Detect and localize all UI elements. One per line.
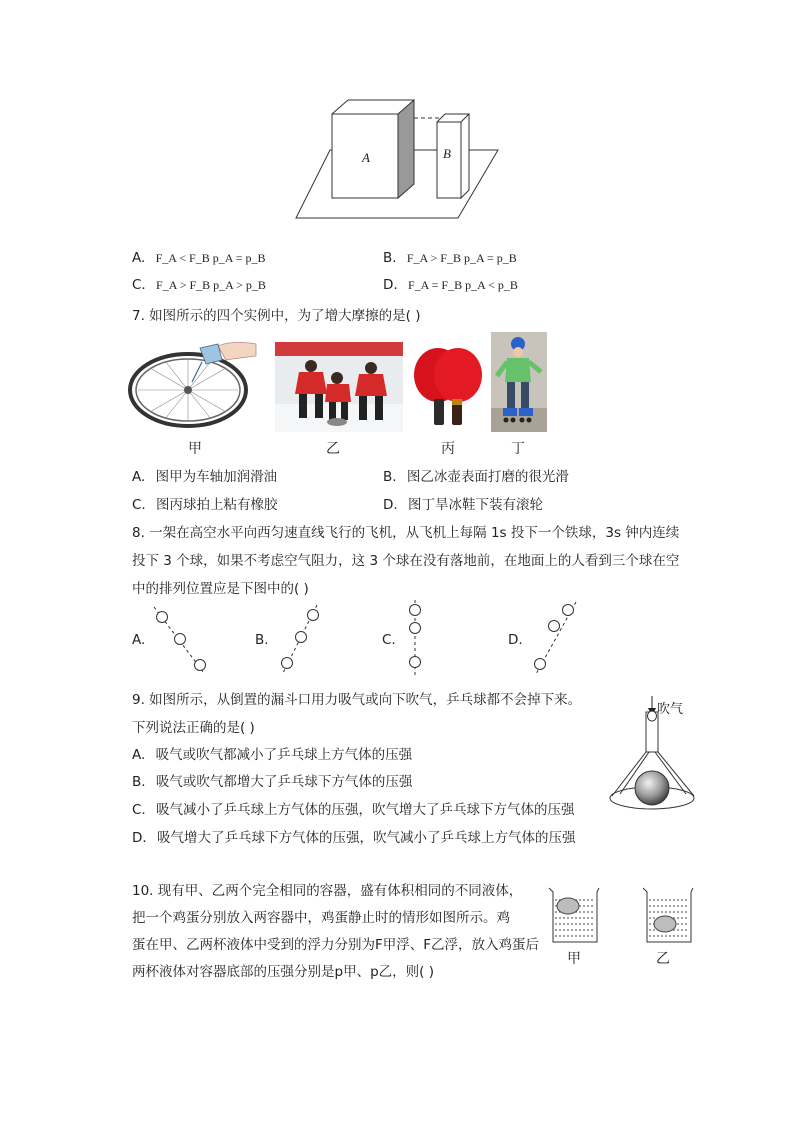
q9-option-d-text: 吸气增大了乒乓球下方气体的压强，吹气减小了乒乓球上方气体的压强 [156, 830, 576, 846]
q7-caption-bing: 丙 [441, 441, 455, 457]
q6-block-b-label: B [443, 146, 451, 161]
q8-option-b-label[interactable]: B. [255, 632, 269, 648]
q6-block-a-label: A [362, 150, 370, 165]
q9-blow-label: 吹气 [657, 702, 684, 717]
q9-stem-line-2: 下列说法正确的是( ) [132, 720, 255, 736]
q6-figure [290, 98, 510, 223]
q8-stem-line-1: 8. 一架在高空水平向西匀速直线飞行的飞机，从飞机上每隔 1s 投下一个铁球，3s 钟内连续 [132, 525, 680, 541]
q9-option-c[interactable]: C. 吸气减小了乒乓球上方气体的压强，吹气增大了乒乓球下方气体的压强 [132, 802, 575, 818]
q8-stem-line-2: 投下 3 个球，如果不考虑空气阻力，这 3 个球在没有落地前，在地面上的人看到三个球在空 [132, 553, 680, 569]
q7-image-paddles [412, 345, 484, 429]
q8-option-d-label[interactable]: D. [508, 632, 523, 648]
q9-option-c-text: 吸气减小了乒乓球上方气体的压强，吹气增大了乒乓球下方气体的压强 [156, 802, 575, 818]
q7-image-skater [491, 332, 547, 432]
q7-option-c-text: 图丙球拍上粘有橡胶 [156, 497, 278, 513]
q6-option-c-text: F_A > F_B p_A > p_B [156, 278, 266, 292]
q7-caption-ding: 丁 [511, 441, 525, 457]
q8-option-c-figure[interactable] [400, 600, 430, 678]
q10-stem-line-2: 把一个鸡蛋分别放入两容器中，鸡蛋静止时的情形如图所示。鸡 [132, 910, 510, 926]
q6-option-c[interactable]: C. F_A > F_B p_A > p_B [132, 277, 266, 293]
q7-option-a[interactable]: A. 图甲为车轴加润滑油 [132, 469, 278, 485]
q9-option-d[interactable]: D. 吸气增大了乒乓球下方气体的压强，吹气减小了乒乓球上方气体的压强 [132, 830, 576, 846]
q10-caption-yi: 乙 [656, 951, 670, 967]
q10-caption-jia: 甲 [567, 951, 581, 967]
q9-funnel-figure [606, 696, 698, 814]
q7-caption-jia: 甲 [188, 441, 202, 457]
q6-option-d[interactable]: D. F_A = F_B p_A < p_B [383, 277, 518, 293]
q8-option-a-label[interactable]: A. [132, 632, 146, 648]
q6-option-a-text: F_A < F_B p_A = p_B [155, 251, 266, 265]
q7-image-curling [275, 342, 403, 432]
q7-option-a-text: 图甲为车轴加润滑油 [155, 469, 278, 485]
q7-caption-yi: 乙 [326, 441, 340, 457]
q7-option-b[interactable]: B. 图乙冰壶表面打磨的很光滑 [383, 469, 569, 485]
q9-option-a-text: 吸气或吹气都减小了乒乓球上方气体的压强 [155, 747, 413, 763]
q10-stem-line-1: 10. 现有甲、乙两个完全相同的容器，盛有体积相同的不同液体， [132, 883, 523, 899]
q7-stem: 7. 如图所示的四个实例中，为了增大摩擦的是( ) [132, 308, 421, 324]
q10-stem-line-4: 两杯液体对容器底部的压强分别是p甲、p乙，则( ) [132, 964, 434, 980]
q6-option-b[interactable]: B. F_A > F_B p_A = p_B [383, 250, 517, 266]
q9-option-b[interactable]: B. 吸气或吹气都增大了乒乓球下方气体的压强 [132, 774, 413, 790]
q6-option-d-text: F_A = F_B p_A < p_B [407, 278, 518, 292]
q8-option-c-label[interactable]: C. [382, 632, 396, 648]
q6-option-b-text: F_A > F_B p_A = p_B [406, 251, 517, 265]
q7-option-b-text: 图乙冰壶表面打磨的很光滑 [406, 469, 569, 485]
q10-beaker-yi [641, 886, 695, 944]
q8-stem-line-3: 中的排列位置应是下图中的( ) [132, 581, 309, 597]
q9-option-a[interactable]: A. 吸气或吹气都减小了乒乓球上方气体的压强 [132, 747, 413, 763]
q10-stem-line-3: 蛋在甲、乙两杯液体中受到的浮力分别为F甲浮、F乙浮，放入鸡蛋后 [132, 937, 540, 953]
q8-option-d-figure[interactable] [526, 600, 582, 676]
q8-option-b-figure[interactable] [275, 603, 325, 675]
q9-stem-line-1: 9. 如图所示，从倒置的漏斗口用力吸气或向下吹气，乒乓球都不会掉下来。 [132, 692, 582, 708]
q6-option-a[interactable]: A. F_A < F_B p_A = p_B [132, 250, 266, 266]
q10-beaker-jia [547, 886, 601, 944]
q8-option-a-figure[interactable] [150, 605, 210, 675]
q9-option-b-text: 吸气或吹气都增大了乒乓球下方气体的压强 [155, 774, 413, 790]
q7-option-d[interactable]: D. 图丁旱冰鞋下装有滚轮 [383, 497, 543, 513]
q7-option-d-text: 图丁旱冰鞋下装有滚轮 [407, 497, 543, 513]
q7-option-c[interactable]: C. 图丙球拍上粘有橡胶 [132, 497, 278, 513]
q7-image-wheel [130, 338, 260, 428]
